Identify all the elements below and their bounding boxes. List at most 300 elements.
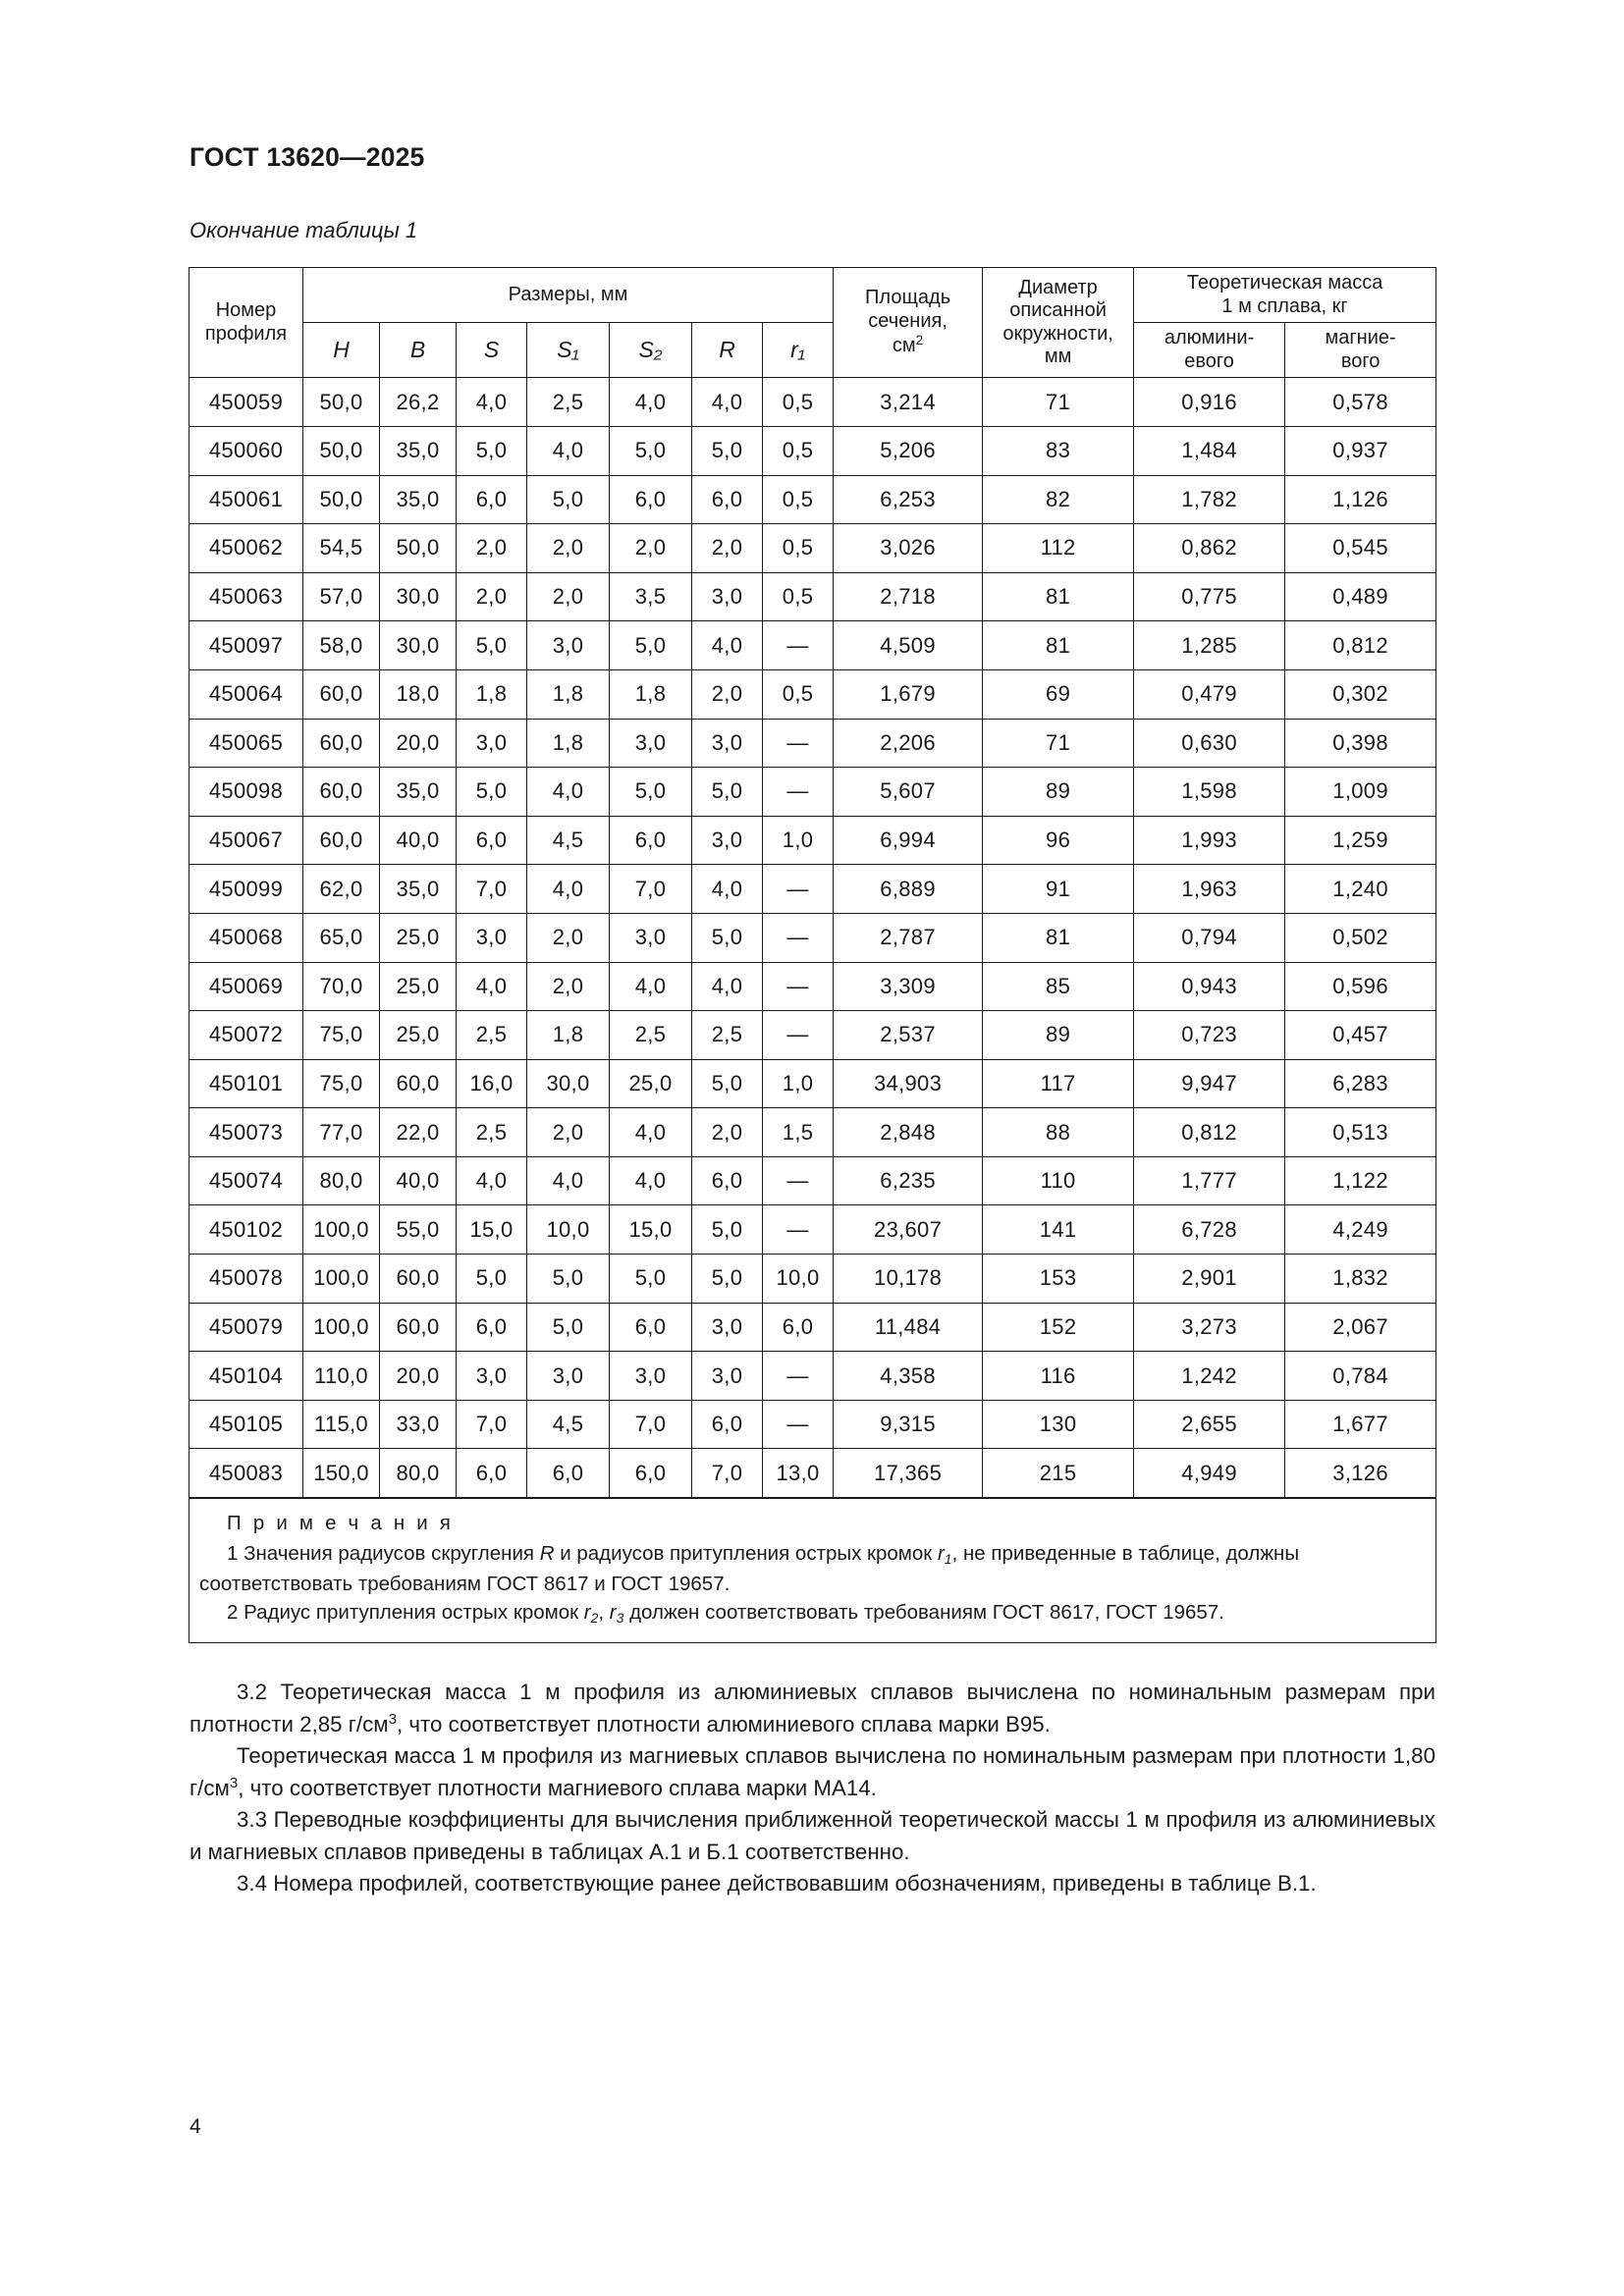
cell-dim-B: 60,0 xyxy=(380,1059,457,1108)
cell-area: 6,253 xyxy=(834,475,983,524)
cell-mass-magnesium: 0,937 xyxy=(1285,426,1436,475)
cell-dim-S1: 6,0 xyxy=(527,1449,610,1498)
cell-area: 2,718 xyxy=(834,572,983,621)
cell-diameter: 89 xyxy=(983,1011,1134,1060)
cell-dim-B: 35,0 xyxy=(380,426,457,475)
cell-dim-r1: — xyxy=(763,1156,834,1205)
th-diameter-line3: окружности, xyxy=(1002,322,1113,345)
cell-dim-R: 2,0 xyxy=(692,1108,763,1157)
cell-dim-r1: — xyxy=(763,1400,834,1449)
cell-dim-r1: — xyxy=(763,621,834,670)
cell-dim-S2: 3,0 xyxy=(610,719,692,768)
table-caption: Окончание таблицы 1 xyxy=(189,218,418,242)
note1-symbol-R: R xyxy=(539,1542,555,1566)
th-profile-number: Номер профиля xyxy=(189,268,303,378)
table-row xyxy=(189,719,1436,768)
cell-diameter: 82 xyxy=(983,475,1134,524)
table-row xyxy=(189,913,1436,962)
cell-dim-B: 40,0 xyxy=(380,816,457,865)
cell-profile-number: 450067 xyxy=(189,816,303,865)
table-row xyxy=(189,524,1436,573)
cell-mass-aluminum: 0,943 xyxy=(1134,962,1285,1011)
cell-dim-R: 3,0 xyxy=(692,1352,763,1401)
cell-mass-aluminum: 1,782 xyxy=(1134,475,1285,524)
note2-symbol-r3-sub: 3 xyxy=(616,1609,624,1626)
cell-dim-S2: 4,0 xyxy=(610,962,692,1011)
cell-dim-H: 60,0 xyxy=(303,816,380,865)
th-dim-S2: S₂ xyxy=(610,323,692,378)
cell-dim-S: 2,5 xyxy=(457,1011,527,1060)
cell-dim-r1: 1,0 xyxy=(763,1059,834,1108)
cell-profile-number: 450073 xyxy=(189,1108,303,1157)
cell-diameter: 71 xyxy=(983,719,1134,768)
cell-diameter: 91 xyxy=(983,865,1134,914)
cell-mass-aluminum: 1,598 xyxy=(1134,768,1285,817)
cell-dim-R: 6,0 xyxy=(692,475,763,524)
cell-dim-r1: 1,5 xyxy=(763,1108,834,1157)
cell-mass-magnesium: 0,784 xyxy=(1285,1352,1436,1401)
cell-diameter: 81 xyxy=(983,621,1134,670)
cell-mass-magnesium: 3,126 xyxy=(1285,1449,1436,1498)
cell-area: 6,994 xyxy=(834,816,983,865)
cell-area: 6,889 xyxy=(834,865,983,914)
note1-symbol-r: r xyxy=(937,1542,945,1566)
cell-mass-aluminum: 4,949 xyxy=(1134,1449,1285,1498)
cell-dim-S2: 2,5 xyxy=(610,1011,692,1060)
p1-part-a: 3.2 Теоретическая масса 1 м профиля из алюминиевых сплавов вычислена по номинальным размерам при плотности 2,85 г/см xyxy=(189,1680,1435,1736)
cell-dim-S: 4,0 xyxy=(457,1156,527,1205)
cell-dim-S: 5,0 xyxy=(457,1255,527,1304)
cell-profile-number: 450079 xyxy=(189,1303,303,1352)
cell-profile-number: 450105 xyxy=(189,1400,303,1449)
cell-dim-S2: 15,0 xyxy=(610,1205,692,1255)
cell-profile-number: 450065 xyxy=(189,719,303,768)
cell-mass-aluminum: 0,775 xyxy=(1134,572,1285,621)
cell-dim-B: 55,0 xyxy=(380,1205,457,1255)
p2-part-a: Теоретическая масса 1 м профиля из магниевых сплавов вычислена по номинальным размерам при плотности 1,80 г/см xyxy=(189,1743,1435,1800)
cell-area: 34,903 xyxy=(834,1059,983,1108)
cell-dim-S: 6,0 xyxy=(457,475,527,524)
table-body xyxy=(189,378,1436,1498)
cell-dim-H: 62,0 xyxy=(303,865,380,914)
note1-part-a: 1 Значения радиусов скругления xyxy=(227,1542,540,1566)
cell-dim-S2: 1,8 xyxy=(610,669,692,719)
th-dim-r1: r₁ xyxy=(763,323,834,378)
cell-profile-number: 450059 xyxy=(189,378,303,427)
cell-dim-R: 4,0 xyxy=(692,621,763,670)
cell-mass-aluminum: 1,993 xyxy=(1134,816,1285,865)
cell-dim-S: 16,0 xyxy=(457,1059,527,1108)
cell-dim-R: 5,0 xyxy=(692,1205,763,1255)
cell-dim-H: 77,0 xyxy=(303,1108,380,1157)
cell-mass-magnesium: 1,122 xyxy=(1285,1156,1436,1205)
table-row xyxy=(189,768,1436,817)
th-mass-group-line2: 1 м сплава, кг xyxy=(1221,294,1348,317)
cell-area: 10,178 xyxy=(834,1255,983,1304)
cell-dim-r1: 0,5 xyxy=(763,524,834,573)
cell-area: 3,214 xyxy=(834,378,983,427)
cell-dim-S2: 3,0 xyxy=(610,913,692,962)
note2-symbol-r3: r xyxy=(609,1600,617,1624)
cell-dim-S1: 2,0 xyxy=(527,572,610,621)
th-dimensions-group: Размеры, мм xyxy=(303,268,834,323)
cell-dim-S: 3,0 xyxy=(457,913,527,962)
cell-dim-r1: 6,0 xyxy=(763,1303,834,1352)
cell-diameter: 116 xyxy=(983,1352,1134,1401)
cell-area: 23,607 xyxy=(834,1205,983,1255)
note1-part-b: и радиусов притупления острых кромок xyxy=(554,1542,938,1566)
cell-diameter: 85 xyxy=(983,962,1134,1011)
cell-area: 4,509 xyxy=(834,621,983,670)
cell-dim-S2: 7,0 xyxy=(610,865,692,914)
cell-dim-r1: — xyxy=(763,1011,834,1060)
note2-part-a: 2 Радиус притупления острых кромок xyxy=(227,1600,584,1624)
cell-profile-number: 450098 xyxy=(189,768,303,817)
cell-profile-number: 450097 xyxy=(189,621,303,670)
cell-dim-B: 60,0 xyxy=(380,1303,457,1352)
table-row xyxy=(189,1205,1436,1255)
th-mass-magnesium-line1: магние- xyxy=(1325,327,1396,349)
cell-profile-number: 450069 xyxy=(189,962,303,1011)
cell-area: 5,607 xyxy=(834,768,983,817)
cell-dim-S2: 6,0 xyxy=(610,475,692,524)
cell-diameter: 96 xyxy=(983,816,1134,865)
paragraph-3-4: 3.4 Номера профилей, соответствующие ранее действовавшим обозначениям, приведены в таблице В.1. xyxy=(237,1871,1317,1896)
cell-dim-R: 3,0 xyxy=(692,719,763,768)
cell-dim-S: 6,0 xyxy=(457,1303,527,1352)
cell-dim-r1: — xyxy=(763,719,834,768)
cell-dim-r1: 10,0 xyxy=(763,1255,834,1304)
cell-dim-B: 80,0 xyxy=(380,1449,457,1498)
cell-mass-magnesium: 0,489 xyxy=(1285,572,1436,621)
cell-mass-aluminum: 0,916 xyxy=(1134,378,1285,427)
cell-mass-aluminum: 0,794 xyxy=(1134,913,1285,962)
table-row xyxy=(189,1449,1436,1498)
cell-dim-H: 115,0 xyxy=(303,1400,380,1449)
cell-dim-B: 33,0 xyxy=(380,1400,457,1449)
cell-dim-r1: 0,5 xyxy=(763,669,834,719)
cell-dim-R: 5,0 xyxy=(692,1255,763,1304)
th-dim-B: B xyxy=(380,323,457,378)
th-mass-group xyxy=(1134,268,1436,323)
th-dim-R: R xyxy=(692,323,763,378)
cell-mass-magnesium: 0,502 xyxy=(1285,913,1436,962)
cell-dim-H: 58,0 xyxy=(303,621,380,670)
cell-mass-aluminum: 3,273 xyxy=(1134,1303,1285,1352)
cell-dim-H: 50,0 xyxy=(303,378,380,427)
cell-dim-H: 100,0 xyxy=(303,1205,380,1255)
header-row-1 xyxy=(189,268,1436,323)
cell-diameter: 88 xyxy=(983,1108,1134,1157)
cell-mass-magnesium: 1,832 xyxy=(1285,1255,1436,1304)
cell-mass-aluminum: 0,723 xyxy=(1134,1011,1285,1060)
cell-dim-R: 6,0 xyxy=(692,1156,763,1205)
table-row xyxy=(189,1303,1436,1352)
cell-dim-S2: 3,5 xyxy=(610,572,692,621)
cell-mass-aluminum: 1,777 xyxy=(1134,1156,1285,1205)
cell-dim-R: 5,0 xyxy=(692,1059,763,1108)
cell-profile-number: 450064 xyxy=(189,669,303,719)
cell-dim-R: 6,0 xyxy=(692,1400,763,1449)
cell-profile-number: 450074 xyxy=(189,1156,303,1205)
cell-mass-magnesium: 1,009 xyxy=(1285,768,1436,817)
th-area-exponent: 2 xyxy=(915,333,924,348)
cell-dim-S2: 5,0 xyxy=(610,768,692,817)
cell-mass-magnesium: 1,240 xyxy=(1285,865,1436,914)
cell-dim-S: 3,0 xyxy=(457,1352,527,1401)
p2-part-b: , что соответствует плотности магниевого сплава марки МА14. xyxy=(238,1775,877,1800)
cell-dim-R: 4,0 xyxy=(692,865,763,914)
cell-profile-number: 450063 xyxy=(189,572,303,621)
cell-dim-S1: 4,5 xyxy=(527,816,610,865)
cell-mass-aluminum: 2,655 xyxy=(1134,1400,1285,1449)
cell-profile-number: 450083 xyxy=(189,1449,303,1498)
cell-area: 3,309 xyxy=(834,962,983,1011)
th-mass-group-line1: Теоретическая масса xyxy=(1186,272,1383,294)
cell-dim-r1: — xyxy=(763,1205,834,1255)
cell-dim-R: 2,0 xyxy=(692,524,763,573)
cell-dim-S: 1,8 xyxy=(457,669,527,719)
cell-area: 5,206 xyxy=(834,426,983,475)
cell-dim-S: 4,0 xyxy=(457,962,527,1011)
cell-dim-S2: 6,0 xyxy=(610,816,692,865)
cell-dim-R: 7,0 xyxy=(692,1449,763,1498)
cell-dim-B: 40,0 xyxy=(380,1156,457,1205)
cell-dim-S2: 3,0 xyxy=(610,1352,692,1401)
cell-mass-magnesium: 0,578 xyxy=(1285,378,1436,427)
cell-diameter: 153 xyxy=(983,1255,1134,1304)
cell-diameter: 215 xyxy=(983,1449,1134,1498)
cell-dim-H: 100,0 xyxy=(303,1255,380,1304)
cell-dim-S: 3,0 xyxy=(457,719,527,768)
cell-mass-magnesium: 1,259 xyxy=(1285,816,1436,865)
cell-dim-H: 80,0 xyxy=(303,1156,380,1205)
table-row xyxy=(189,572,1436,621)
cell-diameter: 81 xyxy=(983,913,1134,962)
cell-dim-H: 54,5 xyxy=(303,524,380,573)
cell-dim-r1: 0,5 xyxy=(763,426,834,475)
table-row xyxy=(189,865,1436,914)
cell-dim-H: 75,0 xyxy=(303,1059,380,1108)
cell-dim-B: 25,0 xyxy=(380,1011,457,1060)
th-dim-H: H xyxy=(303,323,380,378)
cell-dim-r1: 0,5 xyxy=(763,475,834,524)
cell-diameter: 117 xyxy=(983,1059,1134,1108)
cell-mass-magnesium: 2,067 xyxy=(1285,1303,1436,1352)
cell-dim-H: 65,0 xyxy=(303,913,380,962)
cell-dim-S2: 4,0 xyxy=(610,1156,692,1205)
cell-dim-B: 35,0 xyxy=(380,475,457,524)
cell-dim-S2: 6,0 xyxy=(610,1303,692,1352)
page-number: 4 xyxy=(189,2115,201,2138)
cell-dim-B: 18,0 xyxy=(380,669,457,719)
cell-dim-H: 50,0 xyxy=(303,426,380,475)
cell-dim-H: 70,0 xyxy=(303,962,380,1011)
cell-dim-S1: 4,0 xyxy=(527,865,610,914)
cell-profile-number: 450061 xyxy=(189,475,303,524)
th-diameter-line2: описанной xyxy=(1009,299,1107,322)
cell-dim-S1: 4,0 xyxy=(527,426,610,475)
th-area-line1: Площадь xyxy=(865,287,951,309)
cell-diameter: 112 xyxy=(983,524,1134,573)
body-paragraphs xyxy=(189,1677,1435,1900)
note1-part-c: , не приведенные в таблице, должны соответствовать требованиям ГОСТ 8617 и ГОСТ 19657. xyxy=(199,1542,1300,1595)
cell-dim-S: 2,0 xyxy=(457,524,527,573)
th-diameter-line1: Диаметр xyxy=(1018,276,1098,298)
cell-profile-number: 450101 xyxy=(189,1059,303,1108)
table-row xyxy=(189,426,1436,475)
cell-area: 11,484 xyxy=(834,1303,983,1352)
cell-mass-aluminum: 2,901 xyxy=(1134,1255,1285,1304)
page-title: ГОСТ 13620—2025 xyxy=(189,142,425,172)
cell-dim-H: 150,0 xyxy=(303,1449,380,1498)
cell-dim-R: 5,0 xyxy=(692,768,763,817)
th-mass-aluminum-line2: евого xyxy=(1184,349,1234,372)
cell-dim-B: 26,2 xyxy=(380,378,457,427)
table-row xyxy=(189,1059,1436,1108)
cell-mass-magnesium: 0,513 xyxy=(1285,1108,1436,1157)
cell-dim-S1: 5,0 xyxy=(527,1303,610,1352)
th-area xyxy=(834,268,983,378)
cell-dim-S: 5,0 xyxy=(457,426,527,475)
cell-dim-R: 4,0 xyxy=(692,378,763,427)
cell-area: 2,848 xyxy=(834,1108,983,1157)
cell-area: 6,235 xyxy=(834,1156,983,1205)
cell-dim-S: 6,0 xyxy=(457,1449,527,1498)
cell-dim-r1: — xyxy=(763,1352,834,1401)
cell-dim-B: 20,0 xyxy=(380,719,457,768)
cell-dim-r1: — xyxy=(763,865,834,914)
th-diameter-line4: мм xyxy=(1044,346,1072,368)
cell-mass-aluminum: 6,728 xyxy=(1134,1205,1285,1255)
cell-dim-B: 30,0 xyxy=(380,572,457,621)
cell-dim-R: 5,0 xyxy=(692,913,763,962)
th-area-line3: см xyxy=(892,335,916,357)
table-row xyxy=(189,1011,1436,1060)
p1-part-b: , что соответствует плотности алюминиевого сплава марки В95. xyxy=(397,1711,1051,1736)
cell-dim-r1: — xyxy=(763,768,834,817)
cell-dim-R: 3,0 xyxy=(692,1303,763,1352)
cell-mass-aluminum: 1,963 xyxy=(1134,865,1285,914)
table-row xyxy=(189,962,1436,1011)
cell-dim-r1: 1,0 xyxy=(763,816,834,865)
cell-dim-S1: 2,0 xyxy=(527,524,610,573)
cell-area: 4,358 xyxy=(834,1352,983,1401)
cell-dim-S: 6,0 xyxy=(457,816,527,865)
cell-mass-magnesium: 0,457 xyxy=(1285,1011,1436,1060)
cell-dim-S1: 2,0 xyxy=(527,962,610,1011)
cell-mass-aluminum: 0,812 xyxy=(1134,1108,1285,1157)
th-mass-aluminum-line1: алюмини- xyxy=(1164,327,1255,349)
table-head xyxy=(189,268,1436,378)
cell-dim-B: 35,0 xyxy=(380,768,457,817)
cell-dim-S: 7,0 xyxy=(457,865,527,914)
cell-dim-S: 5,0 xyxy=(457,768,527,817)
cell-dim-S: 7,0 xyxy=(457,1400,527,1449)
cell-dim-B: 50,0 xyxy=(380,524,457,573)
cell-diameter: 71 xyxy=(983,378,1134,427)
cell-dim-S1: 2,5 xyxy=(527,378,610,427)
cell-mass-magnesium: 1,126 xyxy=(1285,475,1436,524)
table-row xyxy=(189,1108,1436,1157)
cell-dim-H: 50,0 xyxy=(303,475,380,524)
cell-dim-S1: 3,0 xyxy=(527,1352,610,1401)
cell-profile-number: 450078 xyxy=(189,1255,303,1304)
cell-mass-aluminum: 0,630 xyxy=(1134,719,1285,768)
cell-dim-S1: 4,5 xyxy=(527,1400,610,1449)
notes-row xyxy=(189,1498,1436,1642)
cell-dim-B: 35,0 xyxy=(380,865,457,914)
cell-dim-H: 100,0 xyxy=(303,1303,380,1352)
cell-mass-magnesium: 0,812 xyxy=(1285,621,1436,670)
cell-profile-number: 450104 xyxy=(189,1352,303,1401)
cell-dim-S2: 2,0 xyxy=(610,524,692,573)
cell-profile-number: 450060 xyxy=(189,426,303,475)
table-row xyxy=(189,1156,1436,1205)
cell-dim-r1: 0,5 xyxy=(763,572,834,621)
cell-area: 9,315 xyxy=(834,1400,983,1449)
cell-area: 1,679 xyxy=(834,669,983,719)
cell-dim-B: 60,0 xyxy=(380,1255,457,1304)
p1-exponent: 3 xyxy=(388,1710,398,1728)
th-mass-magnesium xyxy=(1285,323,1436,378)
cell-mass-aluminum: 9,947 xyxy=(1134,1059,1285,1108)
table-row xyxy=(189,1255,1436,1304)
cell-diameter: 89 xyxy=(983,768,1134,817)
cell-mass-magnesium: 1,677 xyxy=(1285,1400,1436,1449)
note2-separator: , xyxy=(598,1600,610,1624)
cell-dim-S1: 1,8 xyxy=(527,1011,610,1060)
cell-dim-r1: — xyxy=(763,962,834,1011)
cell-dim-S: 2,5 xyxy=(457,1108,527,1157)
cell-dim-S2: 4,0 xyxy=(610,1108,692,1157)
cell-diameter: 69 xyxy=(983,669,1134,719)
th-area-line2: сечения, xyxy=(868,309,947,332)
cell-mass-aluminum: 1,484 xyxy=(1134,426,1285,475)
cell-dim-S2: 5,0 xyxy=(610,426,692,475)
header-row-2 xyxy=(189,323,1436,378)
table-row xyxy=(189,1400,1436,1449)
cell-dim-S1: 5,0 xyxy=(527,1255,610,1304)
cell-area: 17,365 xyxy=(834,1449,983,1498)
cell-profile-number: 450072 xyxy=(189,1011,303,1060)
cell-area: 2,537 xyxy=(834,1011,983,1060)
cell-dim-S1: 10,0 xyxy=(527,1205,610,1255)
cell-dim-S: 4,0 xyxy=(457,378,527,427)
cell-dim-R: 2,5 xyxy=(692,1011,763,1060)
table-row xyxy=(189,1352,1436,1401)
paragraph-3-3: 3.3 Переводные коэффициенты для вычисления приближенной теоретической массы 1 м профиля из алюминиевых и магниевых сплавов приведены в таблицах А.1 и Б.1 соответственно. xyxy=(189,1807,1435,1864)
cell-mass-magnesium: 0,302 xyxy=(1285,669,1436,719)
cell-mass-aluminum: 1,242 xyxy=(1134,1352,1285,1401)
notes-item-1 xyxy=(189,1539,1435,1598)
notes-title: П р и м е ч а н и я xyxy=(227,1512,455,1535)
cell-dim-r1: — xyxy=(763,913,834,962)
profiles-table xyxy=(189,267,1436,1643)
cell-dim-S1: 4,0 xyxy=(527,1156,610,1205)
th-mass-magnesium-line2: вого xyxy=(1340,349,1380,372)
table-row xyxy=(189,378,1436,427)
cell-dim-B: 30,0 xyxy=(380,621,457,670)
cell-dim-B: 20,0 xyxy=(380,1352,457,1401)
cell-dim-S1: 1,8 xyxy=(527,669,610,719)
cell-mass-aluminum: 1,285 xyxy=(1134,621,1285,670)
cell-dim-S1: 4,0 xyxy=(527,768,610,817)
cell-dim-R: 3,0 xyxy=(692,572,763,621)
cell-dim-H: 57,0 xyxy=(303,572,380,621)
table-row xyxy=(189,816,1436,865)
cell-dim-S1: 1,8 xyxy=(527,719,610,768)
